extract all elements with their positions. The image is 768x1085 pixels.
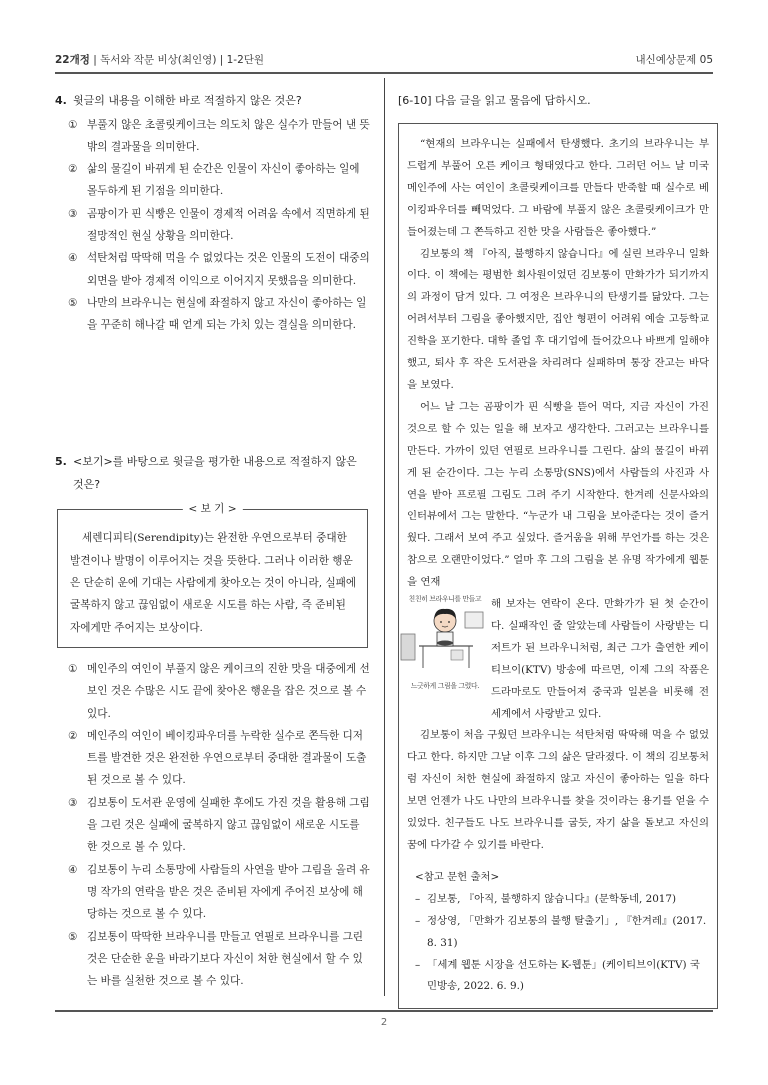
column-divider: [384, 78, 385, 996]
question-5-number: 5.: [55, 455, 67, 469]
choice[interactable]: [55, 203, 370, 248]
header-grade-label: 22개정: [55, 54, 90, 66]
choice[interactable]: [55, 658, 370, 725]
references: [407, 867, 709, 998]
choice-marker: ③: [68, 796, 78, 809]
question-4-stem: [55, 90, 370, 113]
right-column: [398, 90, 718, 1009]
figure-caption-top: 친친히 브라우니를 만들고: [408, 595, 482, 604]
passage-paragraph-1: “현재의 브라우니는 실패에서 탄생했다. 초기의 브라우니는 부드럽게 부풀어 오른 케이크 형태였다고 한다. 그러던 어느 날 미국 메인주에 사는 여인이 초콜릿케이크를 만들다 반죽할 때 실수로 베이킹파우더를 빼먹었다. 그 바람에 부풀지 않은 초콜릿케이크가 만들어졌는데 그 쫀득하고 진한 맛을 사람들은 좋아했다.”: [407, 138, 709, 238]
choice[interactable]: [55, 158, 370, 203]
choice-text: 김보통이 딱딱한 브라우니를 만들고 연필로 브라우니를 그린 것은 단순한 운을 바라기보다 자신이 처한 현실에서 할 수 있는 바를 실천한 것으로 볼 수 있다.: [87, 930, 364, 988]
choice-text: 나만의 브라우니는 현실에 좌절하지 않고 자신이 좋아하는 일을 꾸준히 해나갈 때 얻게 되는 가치 있는 결실을 의미한다.: [87, 296, 367, 332]
footer-rule: [55, 1010, 713, 1012]
choice-marker: ③: [68, 207, 78, 220]
header-rule: [55, 72, 713, 74]
choice-text: 곰팡이가 핀 식빵은 인물이 경제적 어려움 속에서 직면하게 된 절망적인 현실 상황을 의미한다.: [87, 207, 370, 242]
reference-dash: –: [415, 958, 421, 971]
reference-item: [415, 955, 709, 999]
choice-text: 김보통이 누리 소통망에 사람들의 사연을 받아 그림을 올려 유명 작가의 연락을 받은 것은 준비된 자에게 주어진 보상에 해당하는 것으로 볼 수 있다.: [87, 863, 370, 921]
choice-marker: ④: [68, 252, 78, 265]
passage-paragraph-3-continued: 해 보자는 연락이 온다. 만화가가 된 첫 순간이다. 실패작인 줄 알았는데 사람들이 사랑받는 디저트가 된 브라우니처럼, 최근 그가 출연한 케이티브이(KTV) 방송에 따르면, 이제 그의 작품은 드라마로도 만들어져 중국과 일본을 비롯해 전 세계에서 사랑받고 있다.: [491, 598, 709, 720]
choice-marker: ④: [68, 863, 78, 876]
choice[interactable]: [55, 247, 370, 292]
passage-paragraph-3: 어느 날 그는 곰팡이가 핀 식빵을 뜯어 먹다, 지금 자신이 가진 것으로 할 수 있는 일을 해 보자고 생각한다. 그러고는 브라우니를 만든다. 가까이 있던 연필로 브라우니를 그린다. 삶의 물길이 바뀌게 된 순간이다. 그는 누리 소통망(SNS)에서 사람들의 사진과 사연을 받아 프로필 그림도 그려 주기 시작한다. 한겨레 신문사와의 인터뷰에서 그는 말한다. “누군가 내 그림을 보아준다는 것이 즐거웠다. 그래서 보여 주고 싶었다. 즐거움을 위해 무언가를 하는 것은 참으로 오랜만이었다.” 얼마 후 그의 그림을 본 유명 작가에게 웹툰을 연재: [407, 400, 709, 589]
choice-text: 부풀지 않은 초콜릿케이크는 의도치 않은 실수가 만들어 낸 뜻밖의 결과물을 의미한다.: [87, 118, 370, 153]
figure-caption-bottom: 느긋하게 그림을 그렸다.: [410, 681, 480, 690]
question-5: [55, 451, 370, 992]
choice-text: 삶의 물길이 바뀌게 된 순간은 인물이 자신이 좋아하는 일에 몰두하게 된 기점을 의미한다.: [87, 163, 360, 198]
reference-dash: –: [415, 914, 421, 927]
reference-dash: –: [415, 892, 421, 905]
question-5-text: <보기>를 바탕으로 윗글을 평가한 내용으로 적절하지 않은 것은?: [73, 455, 357, 491]
left-column: [55, 90, 370, 992]
bogi-title: < 보 기 >: [182, 501, 242, 517]
choice-marker: ②: [68, 729, 78, 742]
choice[interactable]: [55, 114, 370, 159]
bogi-box: [57, 503, 368, 647]
choice[interactable]: [55, 859, 370, 926]
choice-marker: ①: [68, 662, 78, 675]
header-course-info: [55, 52, 264, 67]
choice[interactable]: [55, 792, 370, 859]
question-5-stem: [55, 451, 370, 496]
bogi-text: 세렌디피티(Serendipity)는 완전한 우연으로부터 중대한 발견이나 발명이 이루어지는 것을 뜻한다. 그러나 이러한 행운은 단순히 운에 기대는 사람에게 찾아오는 것이 아니라, 실패에 굴복하지 않고 끊임없이 새로운 시도를 하는 사람, 즉 준비된 자에게만 주어지는 보상이다.: [70, 532, 357, 634]
choice-marker: ⑤: [68, 930, 78, 943]
passage-paragraph-4: 김보통이 처음 구웠던 브라우니는 석탄처럼 딱딱해 먹을 수 없었다고 한다. 하지만 그날 이후 그의 삶은 달라졌다. 이 책의 김보통처럼 자신이 처한 현실에 좌절하지 않고 자신이 좋아하는 일을 하다 보면 언젠가 나도 나만의 브라우니를 찾을 것이라는 용기를 얻을 수 있었다. 친구들도 나도 브라우니를 굽듯, 자기 삶을 돌보고 자신의 꿈에 다가갈 수 있기를 바란다.: [407, 729, 709, 851]
question-4-number: 4.: [55, 94, 67, 107]
reference-item: [415, 889, 709, 911]
figure-row: [407, 594, 709, 725]
choice-marker: ②: [68, 163, 78, 176]
question-4-text: 윗글의 내용을 이해한 바로 적절하지 않은 것은?: [73, 94, 302, 107]
reference-text: 「세계 웹툰 시장을 선도하는 K-웹툰」(케이티브이(KTV) 국민방송, 2022. 6. 9.): [427, 958, 700, 993]
cartoon-drawing-icon: [399, 604, 491, 672]
choice-text: 김보통이 도서관 운영에 실패한 후에도 가진 것을 활용해 그림을 그린 것은 실패에 굴복하지 않고 끊임없이 새로운 시도를 한 것으로 볼 수 있다.: [87, 796, 370, 854]
question-4: [55, 90, 370, 336]
choice[interactable]: [55, 926, 370, 993]
header-exam-title: 내신예상문제 05: [635, 54, 713, 66]
choice[interactable]: [55, 725, 370, 792]
choice-text: 메인주의 여인이 베이킹파우더를 누락한 실수로 쫀득한 디저트를 발견한 것은 완전한 우연으로부터 중대한 결과물이 도출된 것으로 볼 수 있다.: [87, 729, 367, 787]
header-course-label: | 독서와 작문 비상(최인영) | 1-2단원: [89, 54, 265, 66]
passage-paragraph-2: 김보통의 책 『아직, 불행하지 않습니다』에 실린 브라우니 일화이다. 이 책에는 평범한 회사원이었던 김보통이 만화가가 되기까지의 과정이 담겨 있다. 그 여정은 브라우니의 탄생기를 닮았다. 그는 어려서부터 그림을 좋아했지만, 집안 형편이 어려워 예술 고등학교 진학을 포기한다. 대학 졸업 후 대기업에 들어갔으나 바쁘게 일해야 했고, 퇴사 후 작은 도서관을 차리려다 실패하며 통장 잔고는 바닥을 보였다.: [407, 247, 709, 391]
choice[interactable]: [55, 292, 370, 337]
reference-text: 김보통, 『아직, 불행하지 않습니다』(문학동네, 2017): [427, 892, 677, 905]
passage-box: [398, 123, 718, 1009]
reference-text: 정상영, 「만화가 김보통의 불행 탈출기」, 『한겨레』(2017. 8. 31): [427, 914, 707, 949]
page-number: 2: [380, 1017, 388, 1028]
cartoon-figure: [399, 594, 491, 725]
choice-marker: ①: [68, 118, 78, 131]
question-4-choices: [55, 114, 370, 337]
choice-text: 석탄처럼 딱딱해 먹을 수 없었다는 것은 인물의 도전이 대중의 외면을 받아 경제적 이익으로 이어지지 못했음을 의미한다.: [87, 252, 370, 287]
choice-text: 메인주의 여인이 부풀지 않은 케이크의 진한 맛을 대중에게 선보인 것은 수많은 시도 끝에 찾아온 행운을 잡은 것으로 볼 수 있다.: [87, 662, 370, 720]
passage-instruction: [6-10] 다음 글을 읽고 물음에 답하시오.: [398, 94, 591, 107]
question-5-choices: [55, 658, 370, 992]
references-heading: <참고 문헌 출처>: [415, 870, 500, 883]
reference-item: [415, 911, 709, 955]
choice-marker: ⑤: [68, 296, 78, 309]
page-header: [55, 48, 713, 68]
